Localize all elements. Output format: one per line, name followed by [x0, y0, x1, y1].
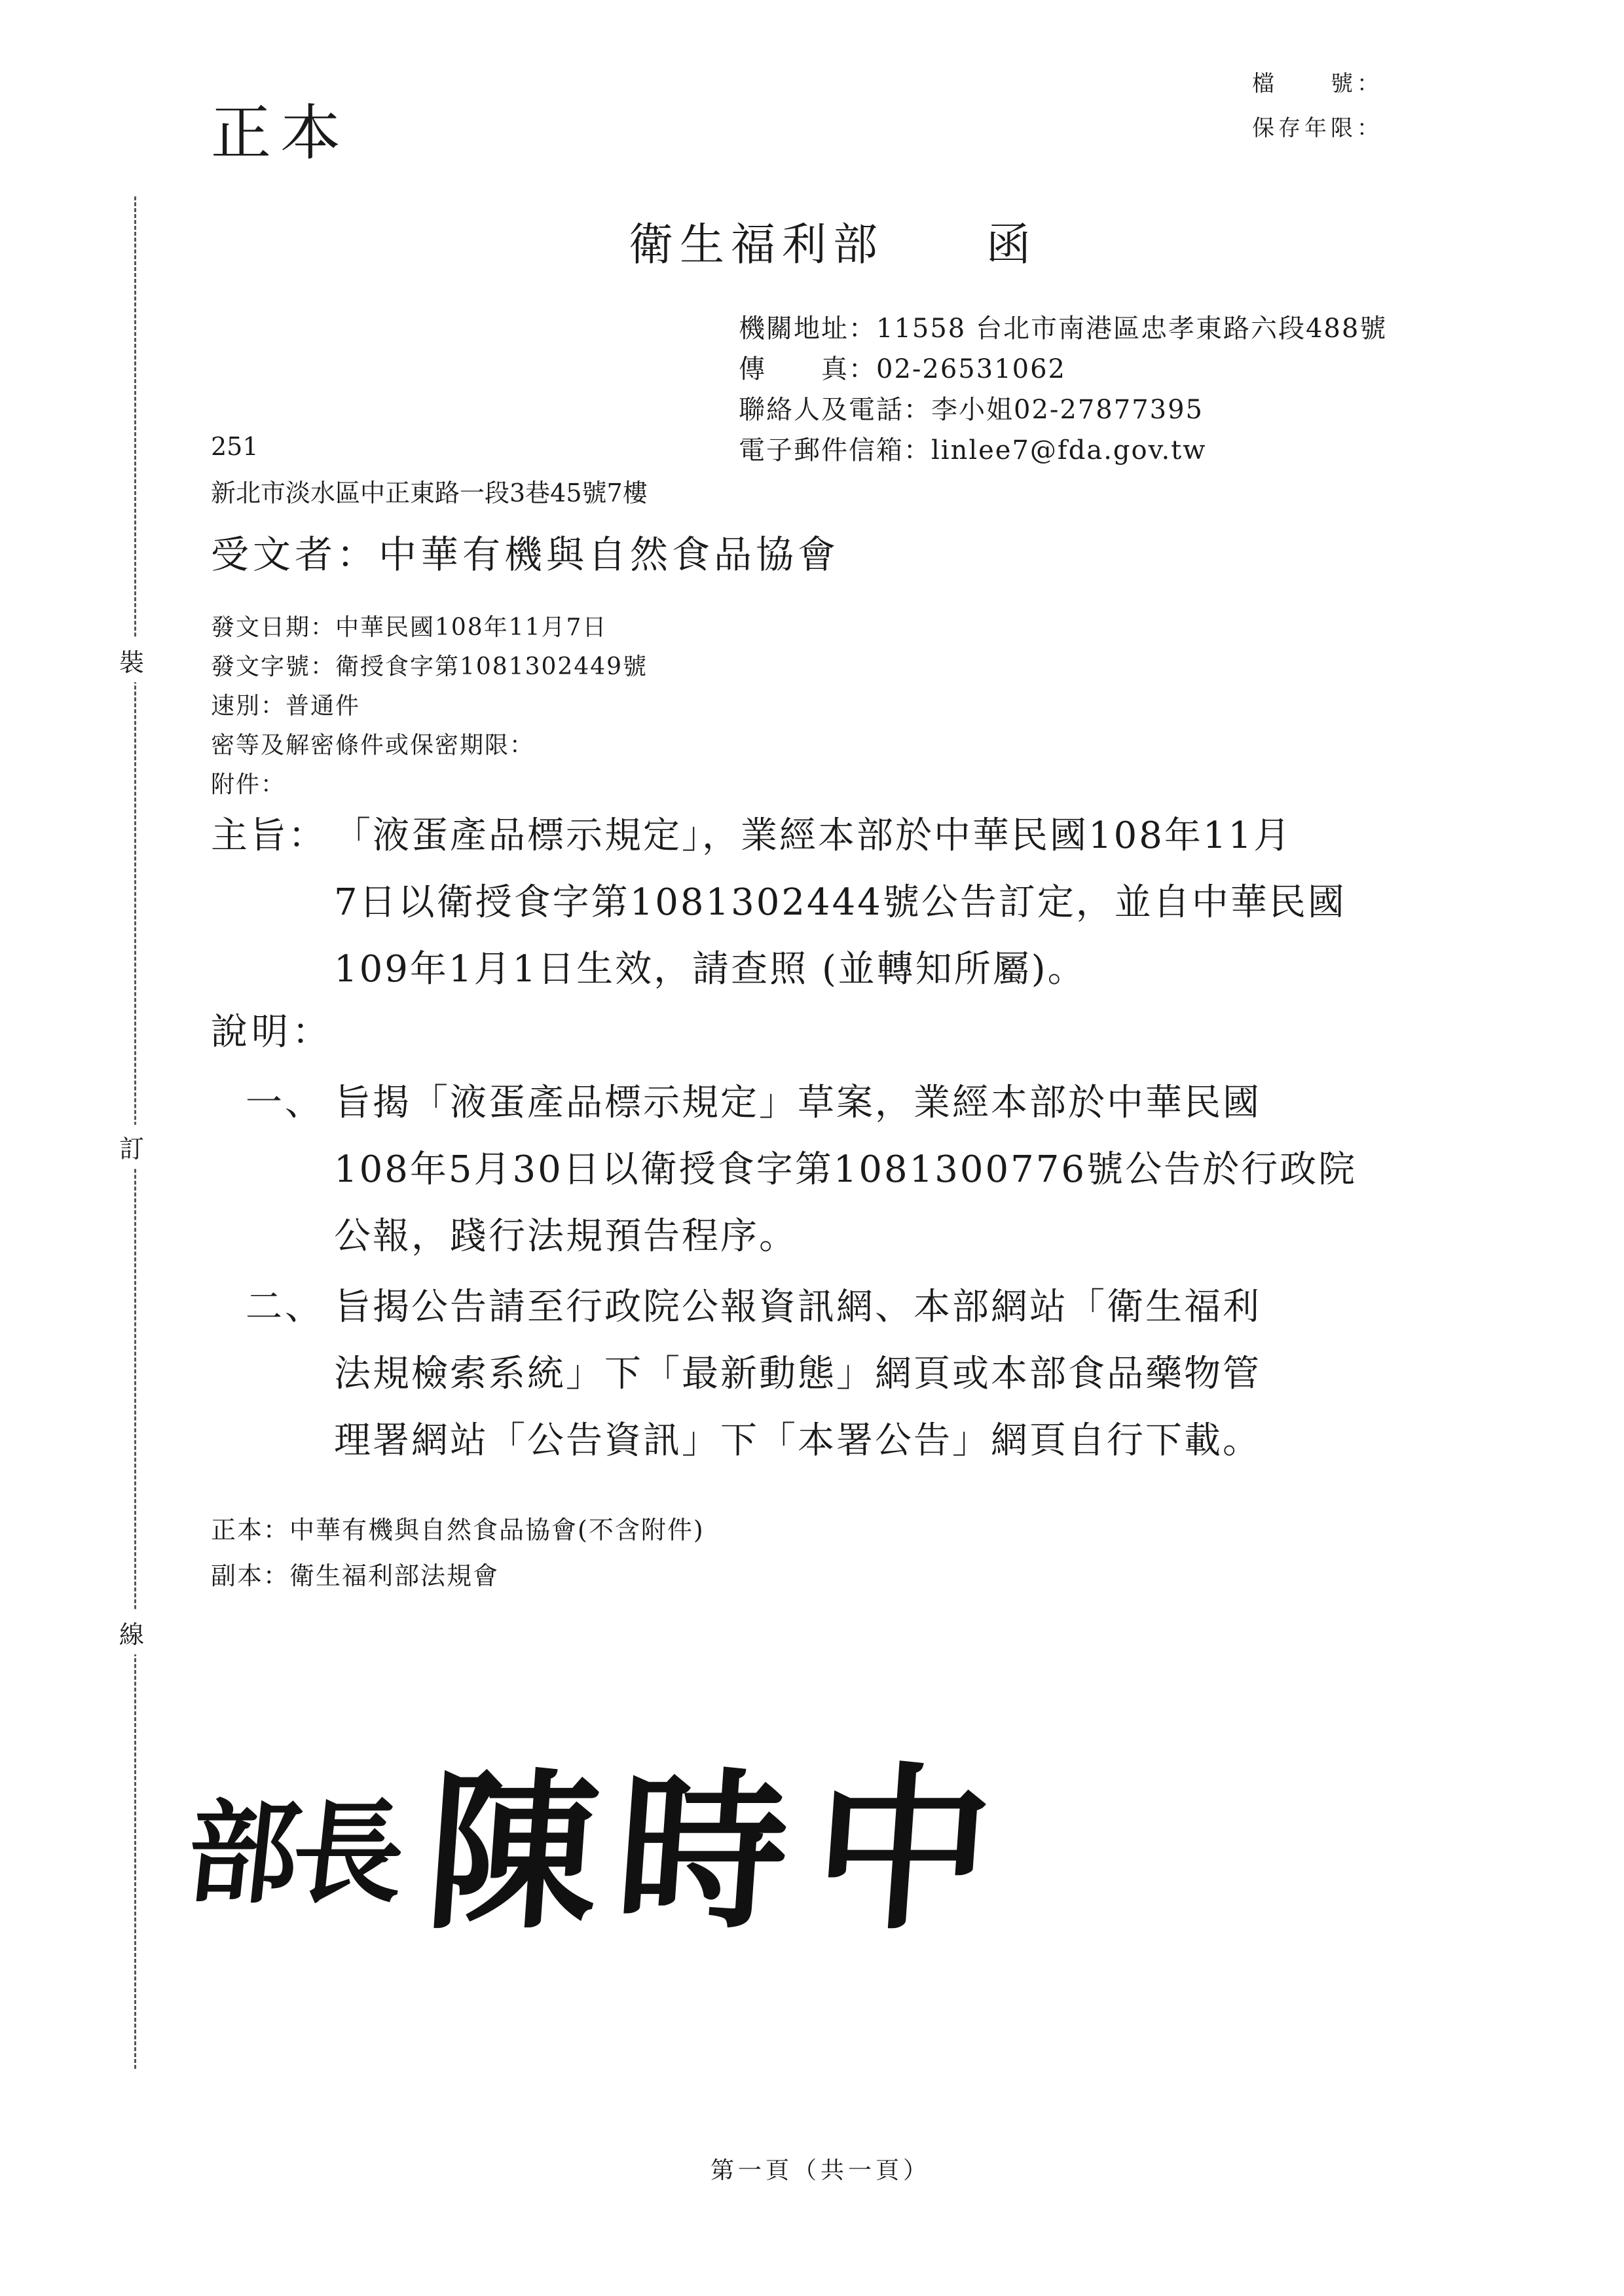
subject-line: 7日以衛授食字第1081302444號公告訂定，並自中華民國 — [334, 881, 1346, 924]
issue-date: 發文日期：中華民國108年11月7日 — [211, 614, 608, 641]
file-number-label: 檔 號： — [1252, 71, 1383, 97]
explanation-item-number: 一、 — [246, 1082, 324, 1124]
signature-glyph-5: 中 — [807, 1745, 999, 1954]
subject-line: 109年1月1日生效，請查照 (並轉知所屬)。 — [334, 948, 1086, 991]
minister-signature — [181, 1741, 1018, 1954]
explanation-line: 法規檢索系統」下「最新動態」網頁或本部食品藥物管 — [334, 1353, 1261, 1395]
explanation-line: 旨揭「液蛋產品標示規定」草案，業經本部於中華民國 — [334, 1082, 1261, 1124]
subject-line: 「液蛋產品標示規定」，業經本部於中華民國108年11月 — [334, 814, 1293, 857]
attachment-label: 附件： — [211, 771, 286, 798]
explanation-line: 公報，踐行法規預告程序。 — [334, 1215, 798, 1258]
original-distribution: 正本：中華有機與自然食品協會(不含附件) — [211, 1516, 705, 1544]
delivery-speed: 速別：普通件 — [211, 693, 361, 720]
copy-distribution: 副本：衛生福利部法規會 — [211, 1561, 500, 1590]
explanation-line: 旨揭公告請至行政院公報資訊網、本部網站「衛生福利 — [334, 1286, 1261, 1328]
copy-type-stamp: 正本 — [211, 98, 350, 168]
contact-person: 聯絡人及電話：李小姐02-27877395 — [739, 395, 1204, 425]
explanation-line: 理署網站「公告資訊」下「本署公告」網頁自行下載。 — [334, 1419, 1261, 1462]
signature-glyph-3: 陳 — [420, 1753, 605, 1952]
security-level: 密等及解密條件或保密期限： — [211, 732, 535, 759]
binding-mark-staple: 訂 — [119, 1125, 144, 1169]
agency-fax: 傳 真：02-26531062 — [739, 354, 1067, 384]
binding-mark-line: 線 — [119, 1611, 144, 1654]
agency-address: 機關地址：11558 台北市南港區忠孝東路六段488號 — [739, 314, 1388, 344]
recipient: 受文者：中華有機與自然食品協會 — [211, 532, 840, 577]
page-footer: 第一頁（共一頁） — [710, 2157, 931, 2184]
retention-label: 保存年限： — [1252, 115, 1383, 141]
document-number: 發文字號：衛授食字第1081302449號 — [211, 653, 648, 680]
postal-code: 251 — [211, 432, 259, 461]
binding-mark-bind: 裝 — [119, 638, 144, 682]
agency-title: 衛生福利部 函 — [629, 219, 1038, 271]
explanation-line: 108年5月30日以衛授食字第1081300776號公告於行政院 — [334, 1148, 1357, 1191]
recipient-street-address: 新北市淡水區中正東路一段3巷45號7樓 — [211, 479, 648, 507]
subject-label: 主旨： — [211, 814, 327, 857]
contact-email: 電子郵件信箱：linlee7@fda.gov.tw — [739, 435, 1207, 465]
signature-glyph-2: 長 — [286, 1788, 411, 1919]
signature-glyph-1: 部 — [181, 1788, 306, 1919]
explanation-label: 說明： — [211, 1011, 333, 1053]
explanation-item-number: 二、 — [246, 1286, 324, 1328]
signature-glyph-4: 時 — [610, 1753, 795, 1952]
